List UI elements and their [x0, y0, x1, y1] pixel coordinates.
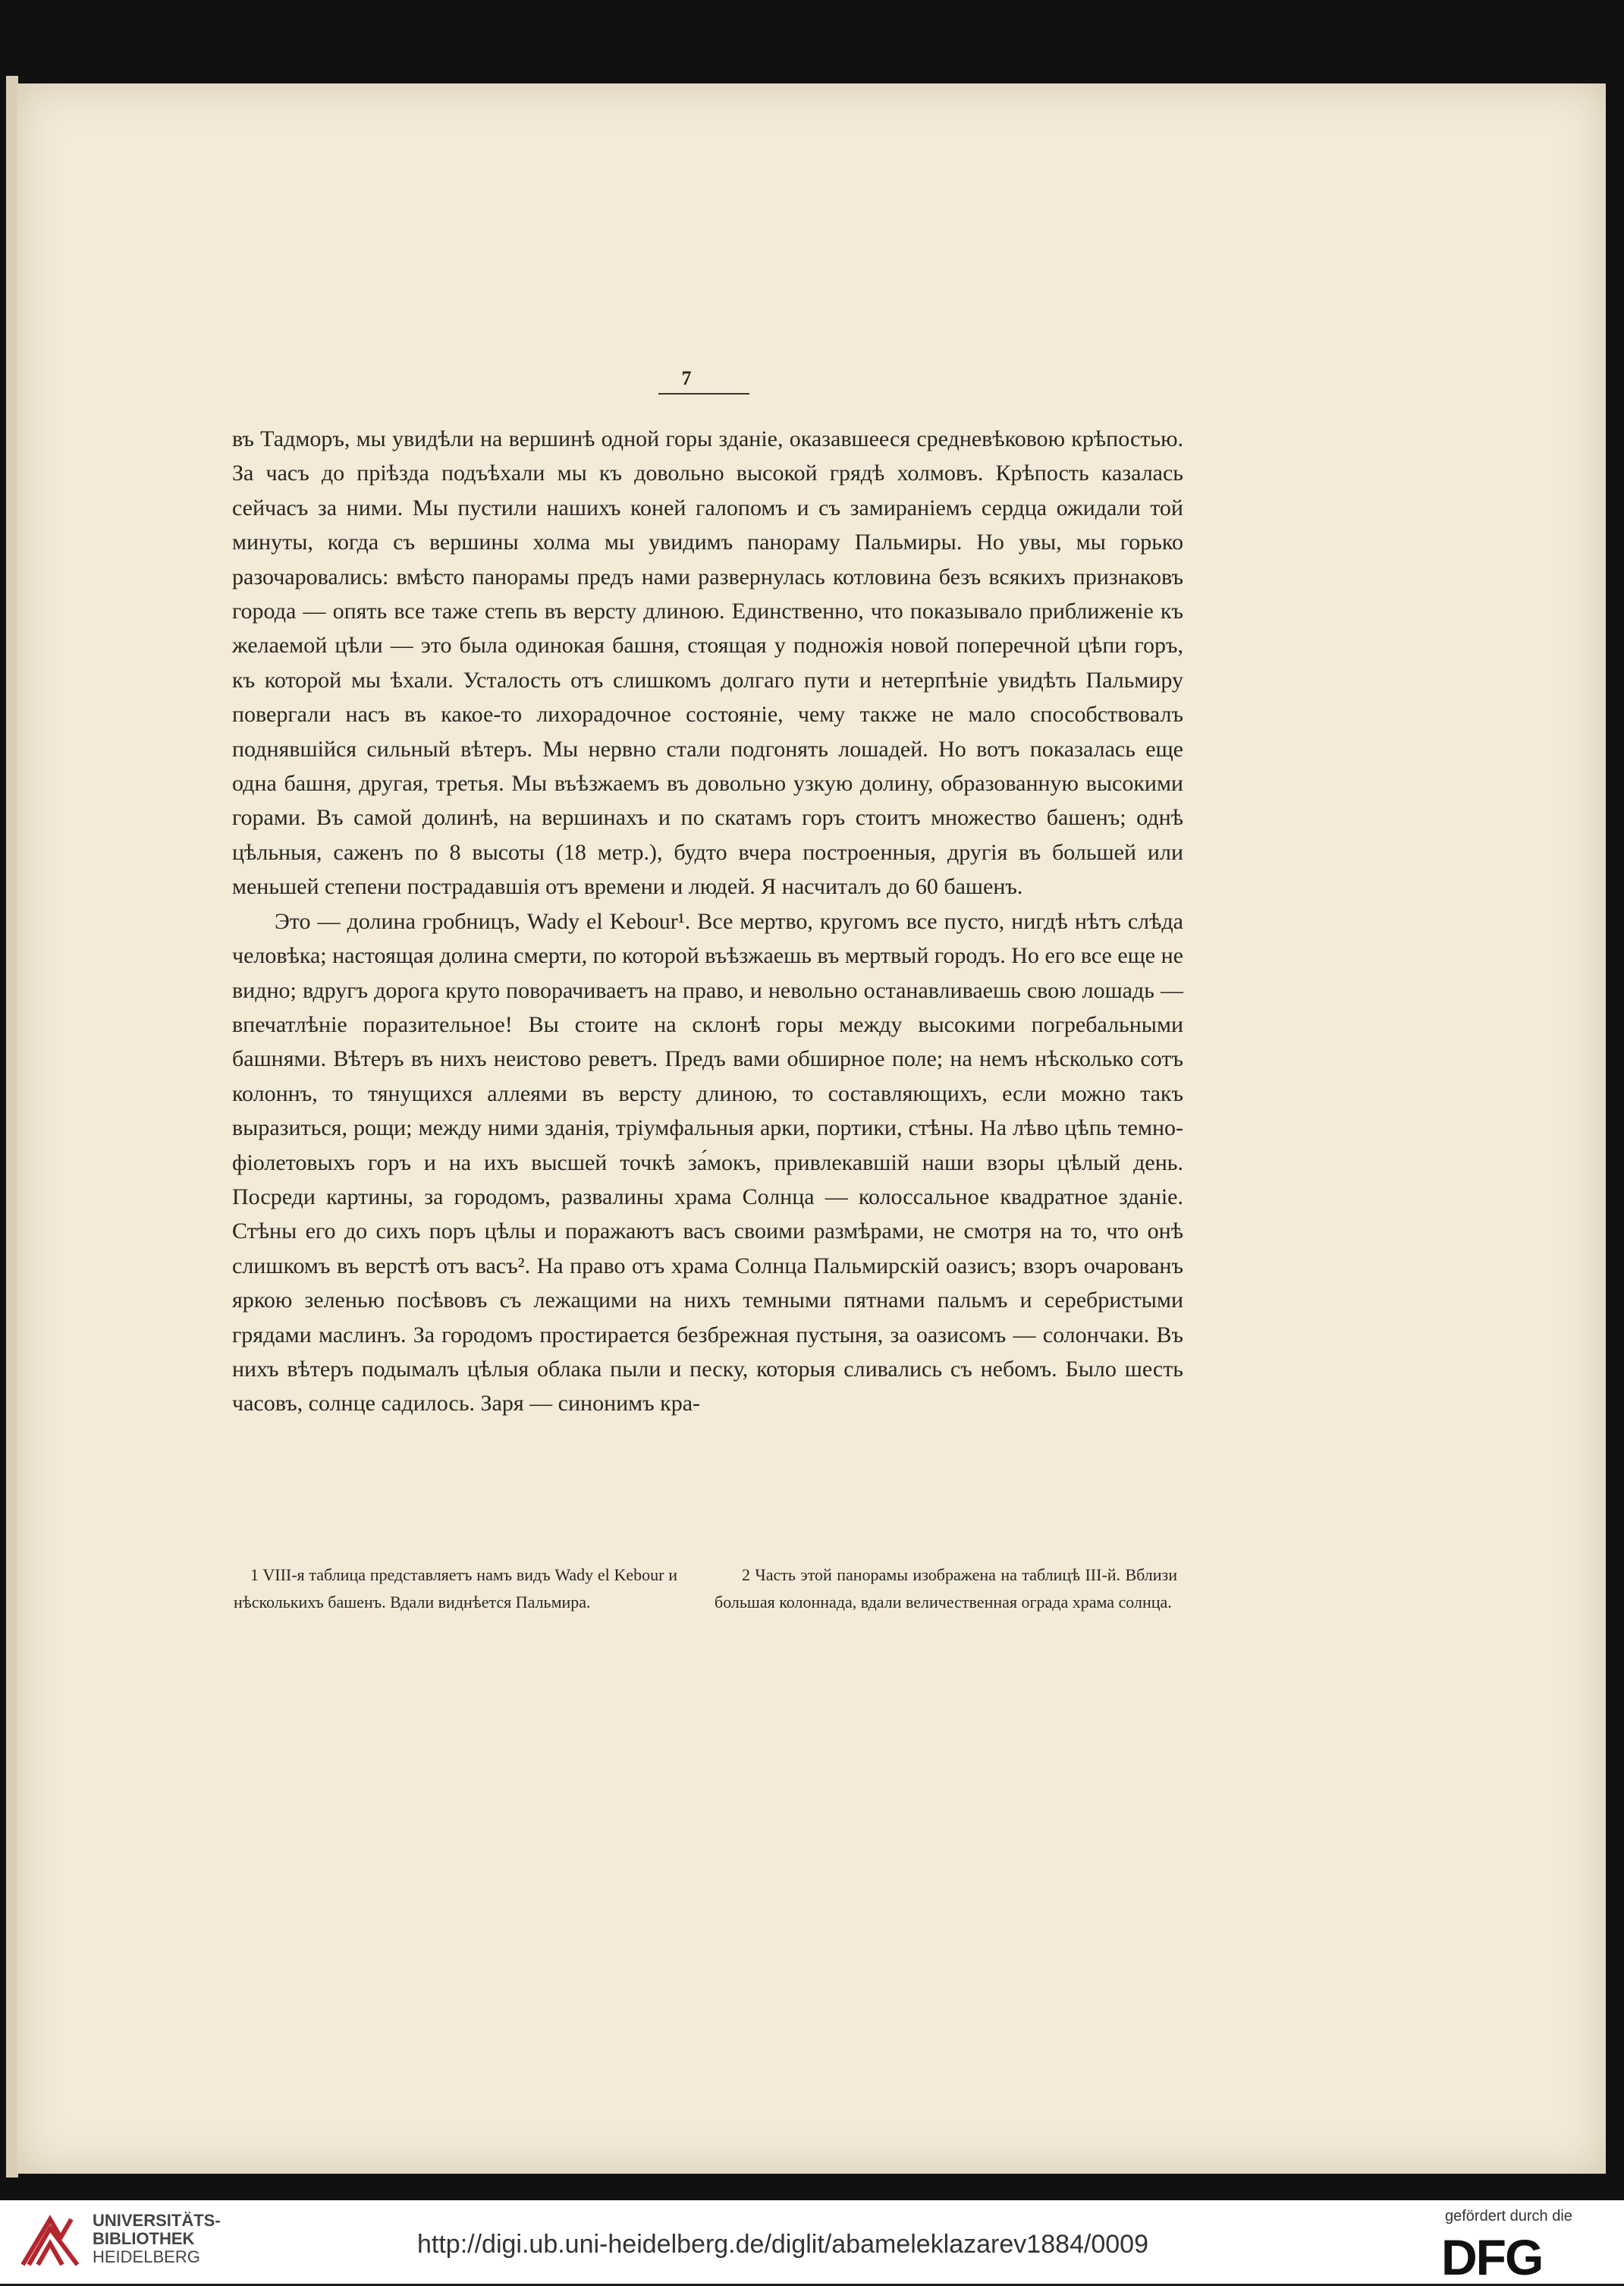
page-number-rule — [658, 393, 749, 395]
permalink-url[interactable]: http://digi.ub.uni-heidelberg.de/diglit/abameleklazarev1884/0009 — [417, 2230, 1149, 2259]
sponsor-label: gefördert durch die — [1445, 2208, 1572, 2225]
university-library-logo-icon[interactable] — [15, 2206, 85, 2272]
footnote-2: 2 Часть этой панорамы изображена на таблицѣ III-й. Вблизи большая колоннада, вдали величественная ограда храма солнца. — [715, 1565, 1177, 1612]
dfg-logo[interactable]: DFG — [1441, 2229, 1543, 2285]
library-name-line-2: BIBLIOTHEK — [93, 2229, 195, 2248]
library-name-line-3: HEIDELBERG — [93, 2247, 200, 2266]
page-number: 7 — [681, 367, 692, 389]
paragraph-1: въ Тадморъ, мы увидѣли на вершинѣ одной горы зданіе, оказавшееся средневѣковою крѣпостью. За часъ до пріѣзда подъѣхали мы къ довольно высокой грядѣ холмовъ. Крѣпость казалась сейчасъ за ними. Мы пустили нашихъ коней галопомъ и съ замираніемъ сердца ожидали той минуты, когда съ вершины холма мы увидимъ панораму Пальмиры. Но увы, мы горько разочаровались: вмѣсто панорамы предъ нами развернулась котловина безъ всякихъ признаковъ города — опять все таже степь въ версту длиною. Единственно, что показывало приближеніе къ желаемой цѣли — это была одинокая башня, стоящая у подножія новой поперечной цѣпи горъ, къ которой мы ѣхали. Усталость отъ слишкомъ долгаго пути и нетерпѣніе увидѣть Пальмиру повергали насъ въ какое-то лихорадочное состояніе, чему также не мало способствовалъ поднявшійся сильный вѣтеръ. Мы нервно стали подгонять лошадей. Но вотъ показалась еще одна башня, другая, третья. Мы въѣзжаемъ въ довольно узкую долину, образованную высокими горами. Въ самой долинѣ, на вершинахъ и по скатамъ горъ стоитъ множество башенъ; однѣ цѣльныя, саженъ по 8 высоты (18 метр.), будто вчера построенныя, другія въ большей или меньшей степени пострадавшія отъ времени и людей. Я насчиталъ до 60 башенъ. — [232, 426, 1183, 900]
library-name-line-1: UNIVERSITÄTS- — [93, 2211, 221, 2230]
library-name[interactable] — [93, 2212, 221, 2266]
paragraph-2: Это — долина гробницъ, Wady el Kebour¹. Все мертво, кругомъ все пусто, нигдѣ нѣтъ слѣда человѣка; настоящая долина смерти, по которой въѣзжаешь въ мертвый городъ. Но его все еще не видно; вдругъ дорога круто поворачиваетъ на право, и невольно останавливаешь свою лошадь — впечатлѣніе поразительное! Вы стоите на склонѣ горы между высокими погребальными башнями. Вѣтеръ въ нихъ неистово реветъ. Предъ вами обширное поле; на немъ нѣсколько сотъ колоннъ, то тянущихся аллеями въ версту длиною, то составляющихъ, если можно такъ выразиться, рощи; между ними зданія, тріумфальныя арки, портики, стѣны. На лѣво цѣпь темно-фіолетовыхъ горъ и на ихъ высшей точкѣ за́мокъ, привлекавшій наши взоры цѣлый день. Посреди картины, за городомъ, развалины храма Солнца — колоссальное квадратное зданіе. Стѣны его до сихъ поръ цѣлы и поражаютъ васъ своими размѣрами, не смотря на то, что онѣ слишкомъ въ верстѣ отъ васъ². На право отъ храма Солнца Пальмирскій оазисъ; взоръ очарованъ яркою зеленью посѣвовъ съ лежащими на нихъ темными пятнами пальмъ и серебристыми грядами маслинъ. За городомъ простирается безбрежная пустыня, за оазисомъ — солончаки. Въ нихъ вѣтеръ подымалъ цѣлыя облака пыли и песку, которыя сливались съ небомъ. Было шесть часовъ, солнце садилось. Заря — синонимъ кра- — [232, 908, 1183, 1417]
body-text — [232, 422, 1183, 1421]
footnote-1: 1 VIII-я таблица представляетъ намъ видъ Wady el Kebour и нѣсколькихъ башенъ. Вдали виднѣется Пальмира. — [234, 1565, 677, 1612]
